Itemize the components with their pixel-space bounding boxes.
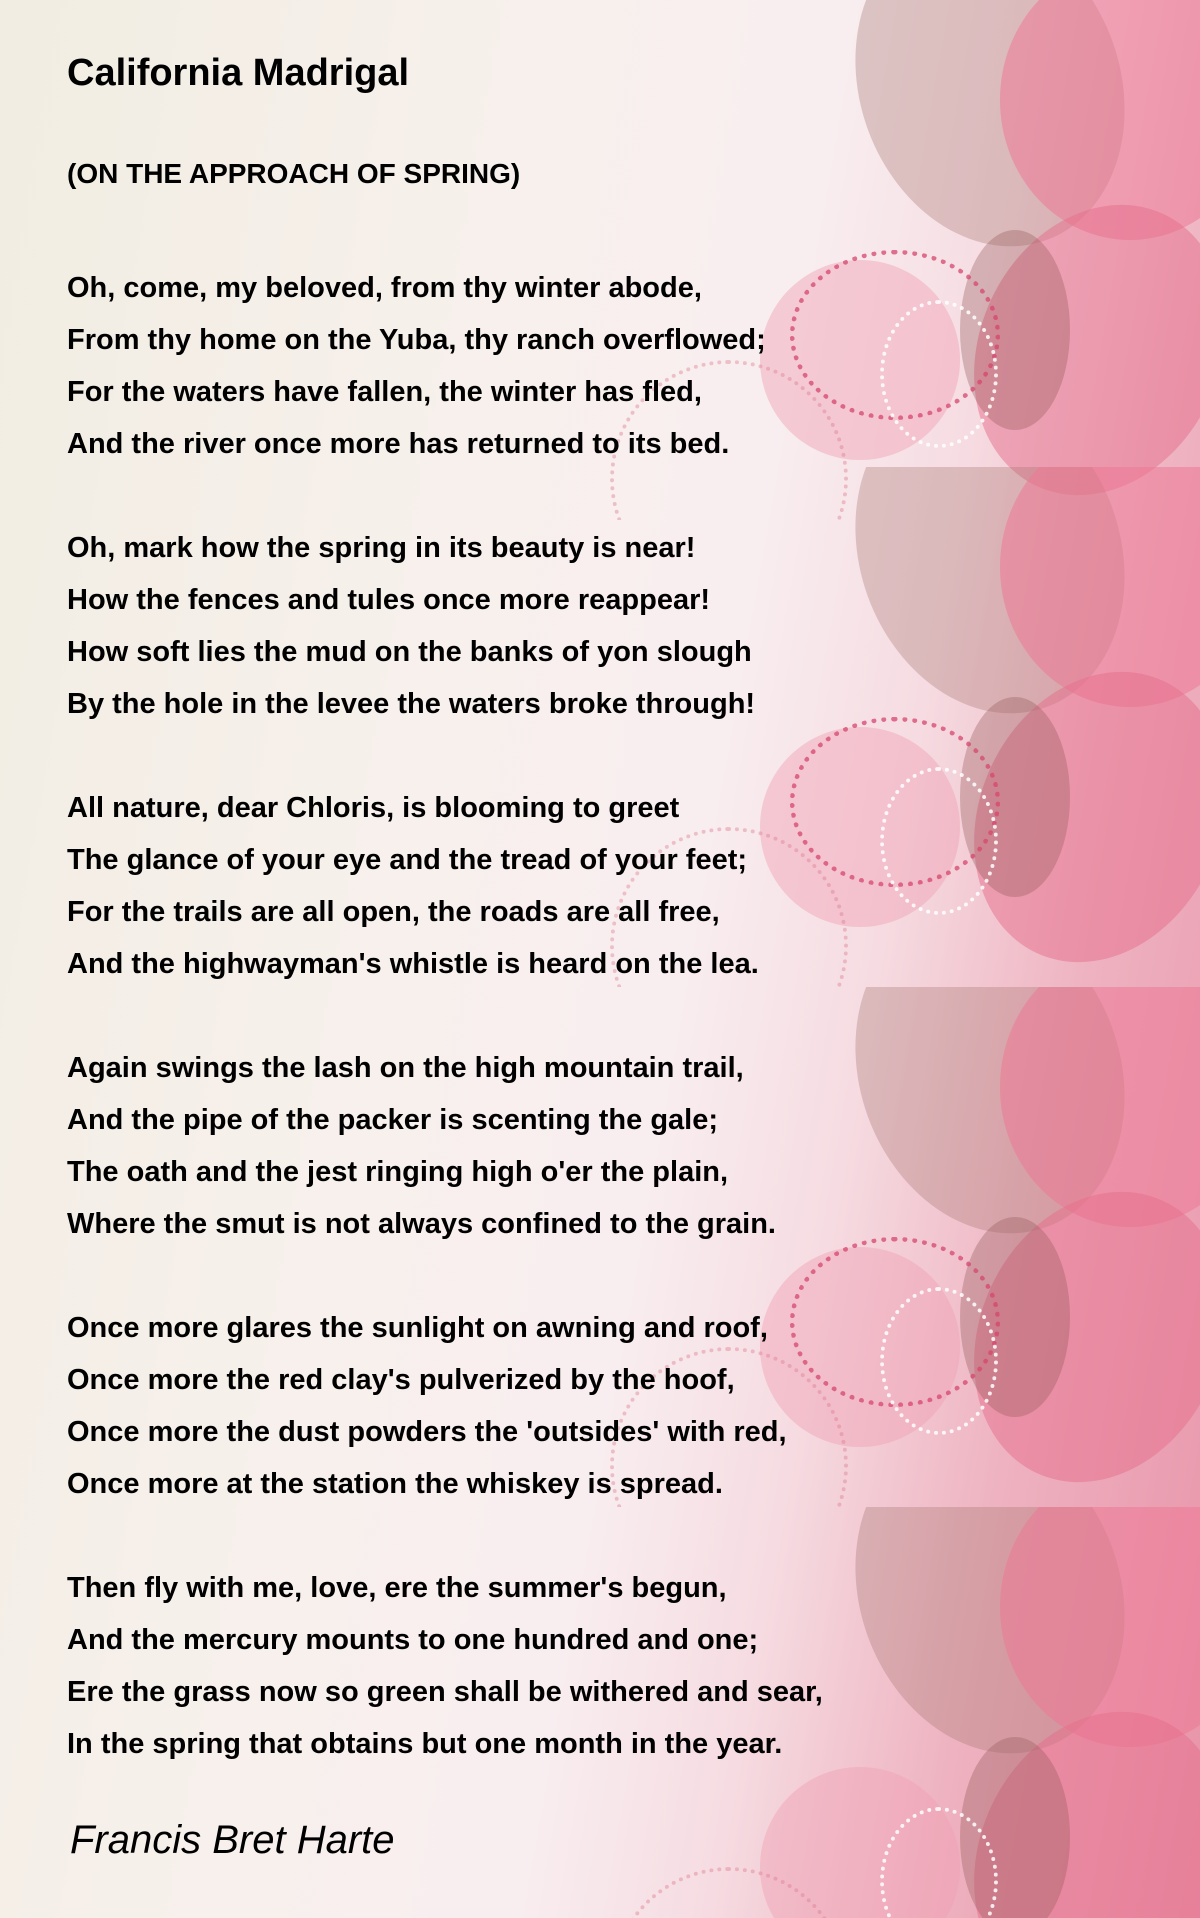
poem-line: How soft lies the mud on the banks of yon slough (67, 636, 752, 668)
poem-line: Once more glares the sunlight on awning and roof, (67, 1312, 768, 1344)
poem-line: Then fly with me, love, ere the summer's begun, (67, 1572, 727, 1604)
stanza (67, 522, 823, 730)
poem-line: Once more the red clay's pulverized by the hoof, (67, 1364, 735, 1396)
poem-line: For the trails are all open, the roads are all free, (67, 896, 720, 928)
poem-line: And the river once more has returned to its bed. (67, 428, 730, 460)
poem-line: And the pipe of the packer is scenting the gale; (67, 1104, 718, 1136)
stanza (67, 1562, 823, 1770)
poem-line: And the highwayman's whistle is heard on the lea. (67, 948, 759, 980)
poem-line: Again swings the lash on the high mountain trail, (67, 1052, 744, 1084)
poem-subtitle: (ON THE APPROACH OF SPRING) (67, 158, 521, 189)
poem-line: The oath and the jest ringing high o'er the plain, (67, 1156, 729, 1188)
poem-author: Francis Bret Harte (70, 1818, 395, 1862)
poem-line: The glance of your eye and the tread of your feet; (67, 844, 748, 876)
poem-line: How the fences and tules once more reappear! (67, 584, 711, 616)
poem-line: All nature, dear Chloris, is blooming to greet (67, 792, 680, 824)
poem-line: Once more the dust powders the 'outsides' with red, (67, 1416, 787, 1448)
poem-line: Oh, mark how the spring in its beauty is near! (67, 532, 696, 564)
poem-line: Ere the grass now so green shall be withered and sear, (67, 1676, 823, 1708)
poem-line: Once more at the station the whiskey is spread. (67, 1468, 723, 1500)
poem-title: California Madrigal (67, 52, 410, 94)
poem-line: In the spring that obtains but one month in the year. (67, 1728, 783, 1760)
stanza (67, 1042, 823, 1250)
poem-line: Oh, come, my beloved, from thy winter abode, (67, 272, 702, 304)
poem-body (67, 262, 823, 1822)
poem-line: By the hole in the levee the waters broke through! (67, 688, 756, 720)
poem-line: Where the smut is not always confined to the grain. (67, 1208, 776, 1240)
poem-line: And the mercury mounts to one hundred and one; (67, 1624, 759, 1656)
stanza (67, 1302, 823, 1510)
poem-line: From thy home on the Yuba, thy ranch overflowed; (67, 324, 766, 356)
stanza (67, 262, 823, 470)
poem-line: For the waters have fallen, the winter has fled, (67, 376, 702, 408)
stanza (67, 782, 823, 990)
